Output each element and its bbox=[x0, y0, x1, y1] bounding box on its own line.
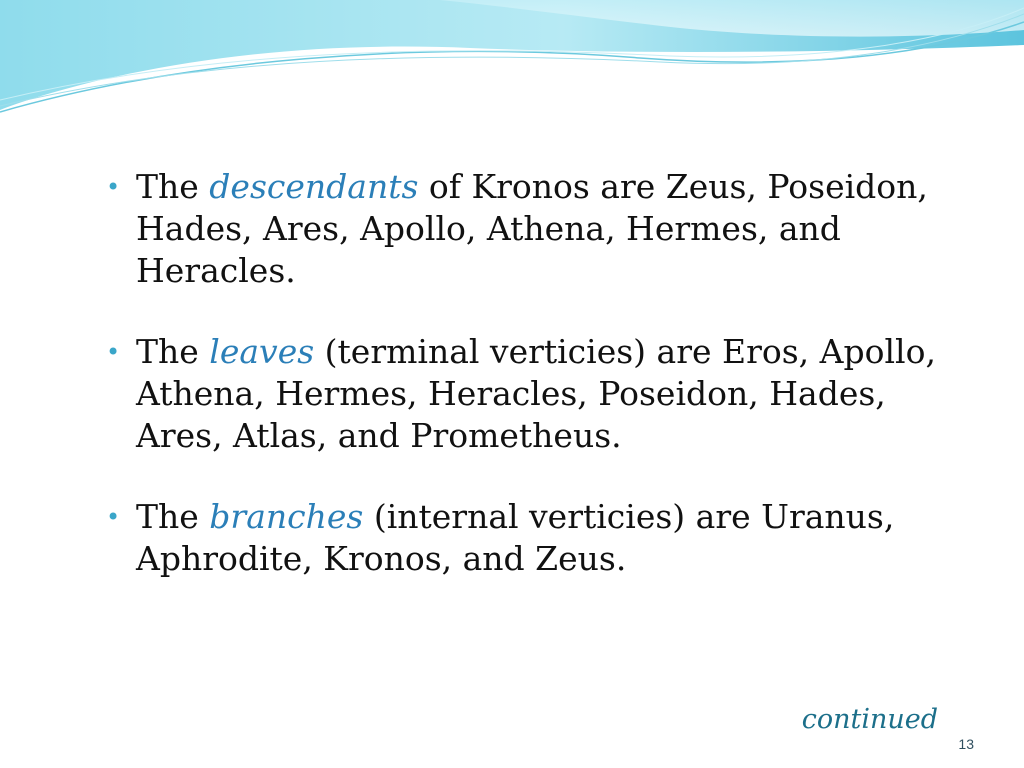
continued-label: continued bbox=[801, 704, 938, 735]
page-number: 13 bbox=[958, 736, 974, 752]
bullet-text: of Kronos are Zeus, Poseidon, Hades, Ares, Apollo, Athena, Hermes, and Heracles. bbox=[136, 167, 928, 290]
bullet-marker-icon: • bbox=[106, 173, 121, 201]
bullet-text: (terminal verticies) are Eros, Apollo, Athena, Hermes, Heracles, Poseidon, Hades, Ares, Atlas, and Prometheus. bbox=[136, 332, 936, 455]
bullet-prefix: The bbox=[136, 167, 210, 206]
term-descendants: descendants bbox=[209, 167, 419, 206]
bullet-prefix: The bbox=[136, 332, 210, 371]
bullet-prefix: The bbox=[136, 497, 210, 536]
bullet-marker-icon: • bbox=[106, 503, 121, 531]
bullet-marker-icon: • bbox=[106, 338, 121, 366]
bullet-leaves bbox=[104, 331, 944, 457]
bullet-text: (internal verticies) are Uranus, Aphrodite, Kronos, and Zeus. bbox=[136, 497, 895, 578]
term-branches: branches bbox=[209, 497, 364, 536]
bullet-list bbox=[104, 166, 944, 619]
bullet-branches bbox=[104, 496, 944, 580]
header-wave-decoration bbox=[0, 0, 1024, 130]
term-leaves: leaves bbox=[209, 332, 315, 371]
bullet-descendants bbox=[104, 166, 944, 292]
